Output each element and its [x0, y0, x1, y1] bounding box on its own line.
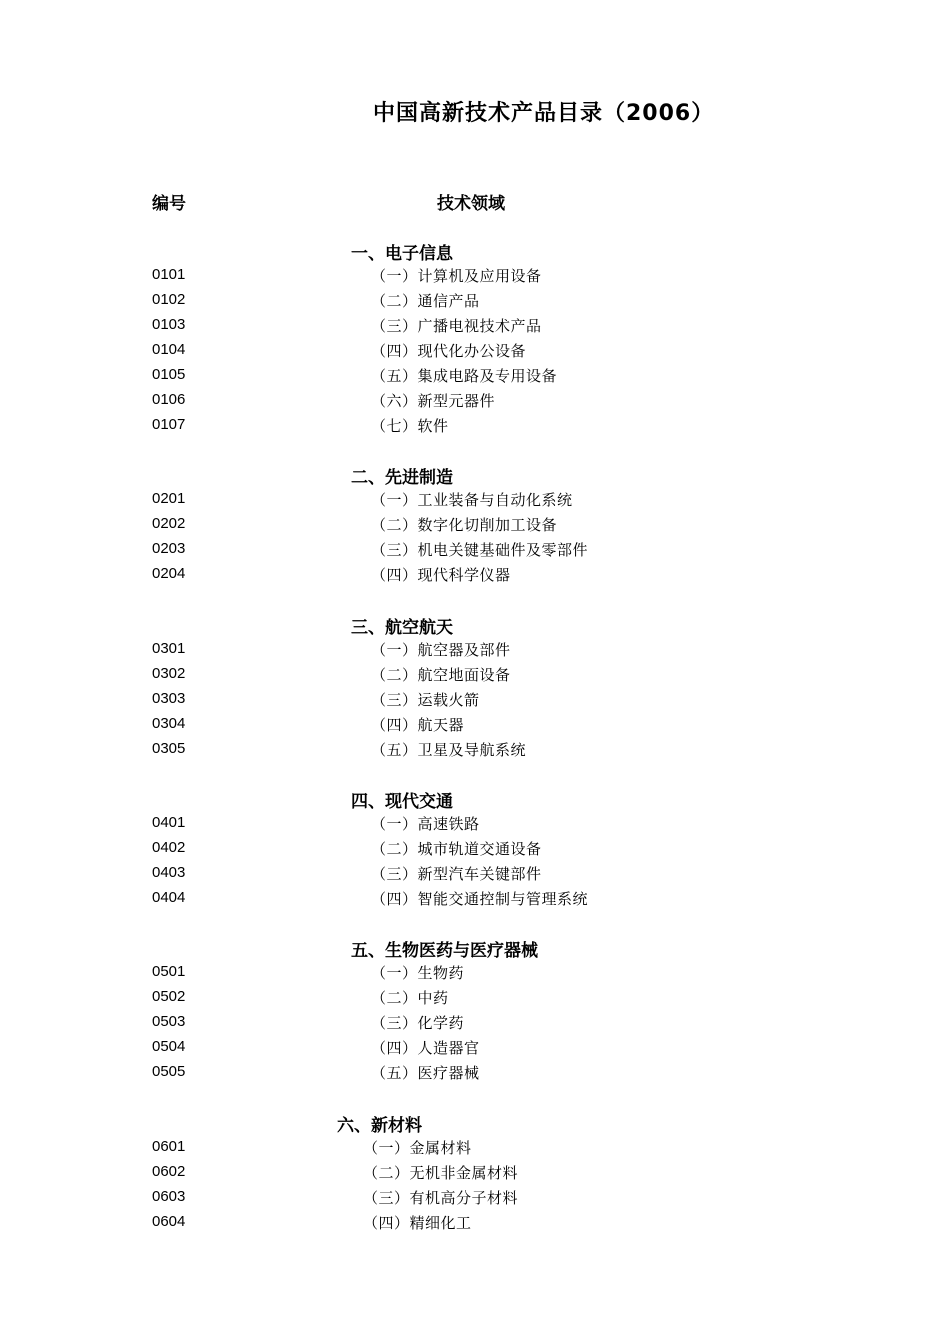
item-label: （五）集成电路及专用设备: [371, 367, 558, 385]
item-label: （二）无机非金属材料: [363, 1164, 519, 1182]
item-code: 0101: [152, 266, 186, 283]
item-code: 0404: [152, 889, 186, 906]
item-label: （一）计算机及应用设备: [371, 267, 542, 285]
item-code: 0505: [152, 1063, 186, 1080]
item-label: （三）化学药: [371, 1014, 465, 1032]
category-heading: 四、现代交通: [351, 792, 453, 812]
category-heading: 六、新材料: [337, 1116, 422, 1136]
item-label: （一）金属材料: [363, 1139, 472, 1157]
item-code: 0305: [152, 740, 186, 757]
item-label: （五）医疗器械: [371, 1064, 480, 1082]
item-code: 0301: [152, 640, 186, 657]
item-label: （六）新型元器件: [371, 392, 496, 410]
item-label: （一）工业装备与自动化系统: [371, 491, 573, 509]
item-code: 0102: [152, 291, 186, 308]
item-label: （二）通信产品: [371, 292, 480, 310]
item-label: （一）高速铁路: [371, 815, 480, 833]
item-label: （二）城市轨道交通设备: [371, 840, 542, 858]
item-label: （四）精细化工: [363, 1214, 472, 1232]
item-label: （五）卫星及导航系统: [371, 741, 527, 759]
item-code: 0303: [152, 690, 186, 707]
item-code: 0107: [152, 416, 186, 433]
item-label: （三）新型汽车关键部件: [371, 865, 542, 883]
category-heading: 二、先进制造: [351, 468, 453, 488]
item-label: （四）航天器: [371, 716, 465, 734]
item-label: （三）广播电视技术产品: [371, 317, 542, 335]
item-code: 0402: [152, 839, 186, 856]
field-column-header: 技术领域: [437, 194, 505, 214]
item-code: 0204: [152, 565, 186, 582]
item-label: （二）数字化切削加工设备: [371, 516, 558, 534]
item-code: 0601: [152, 1138, 186, 1155]
item-code: 0202: [152, 515, 186, 532]
item-label: （一）生物药: [371, 964, 465, 982]
item-code: 0203: [152, 540, 186, 557]
item-code: 0603: [152, 1188, 186, 1205]
category-heading: 一、电子信息: [351, 244, 453, 264]
item-label: （一）航空器及部件: [371, 641, 511, 659]
page-title: 中国高新技术产品目录（2006）: [373, 101, 715, 126]
item-code: 0103: [152, 316, 186, 333]
item-code: 0503: [152, 1013, 186, 1030]
item-label: （三）机电关键基础件及零部件: [371, 541, 589, 559]
category-heading: 三、航空航天: [351, 618, 453, 638]
item-label: （三）有机高分子材料: [363, 1189, 519, 1207]
item-label: （四）智能交通控制与管理系统: [371, 890, 589, 908]
item-label: （七）软件: [371, 417, 449, 435]
item-code: 0302: [152, 665, 186, 682]
item-code: 0403: [152, 864, 186, 881]
item-code: 0502: [152, 988, 186, 1005]
item-label: （二）航空地面设备: [371, 666, 511, 684]
category-heading: 五、生物医药与医疗器械: [351, 941, 538, 961]
item-label: （二）中药: [371, 989, 449, 1007]
item-code: 0104: [152, 341, 186, 358]
item-label: （四）人造器官: [371, 1039, 480, 1057]
item-code: 0201: [152, 490, 186, 507]
item-label: （四）现代科学仪器: [371, 566, 511, 584]
code-column-header: 编号: [152, 194, 186, 214]
item-code: 0602: [152, 1163, 186, 1180]
item-code: 0504: [152, 1038, 186, 1055]
item-code: 0501: [152, 963, 186, 980]
item-code: 0106: [152, 391, 186, 408]
item-code: 0105: [152, 366, 186, 383]
item-label: （四）现代化办公设备: [371, 342, 527, 360]
item-code: 0604: [152, 1213, 186, 1230]
item-code: 0304: [152, 715, 186, 732]
item-code: 0401: [152, 814, 186, 831]
item-label: （三）运载火箭: [371, 691, 480, 709]
